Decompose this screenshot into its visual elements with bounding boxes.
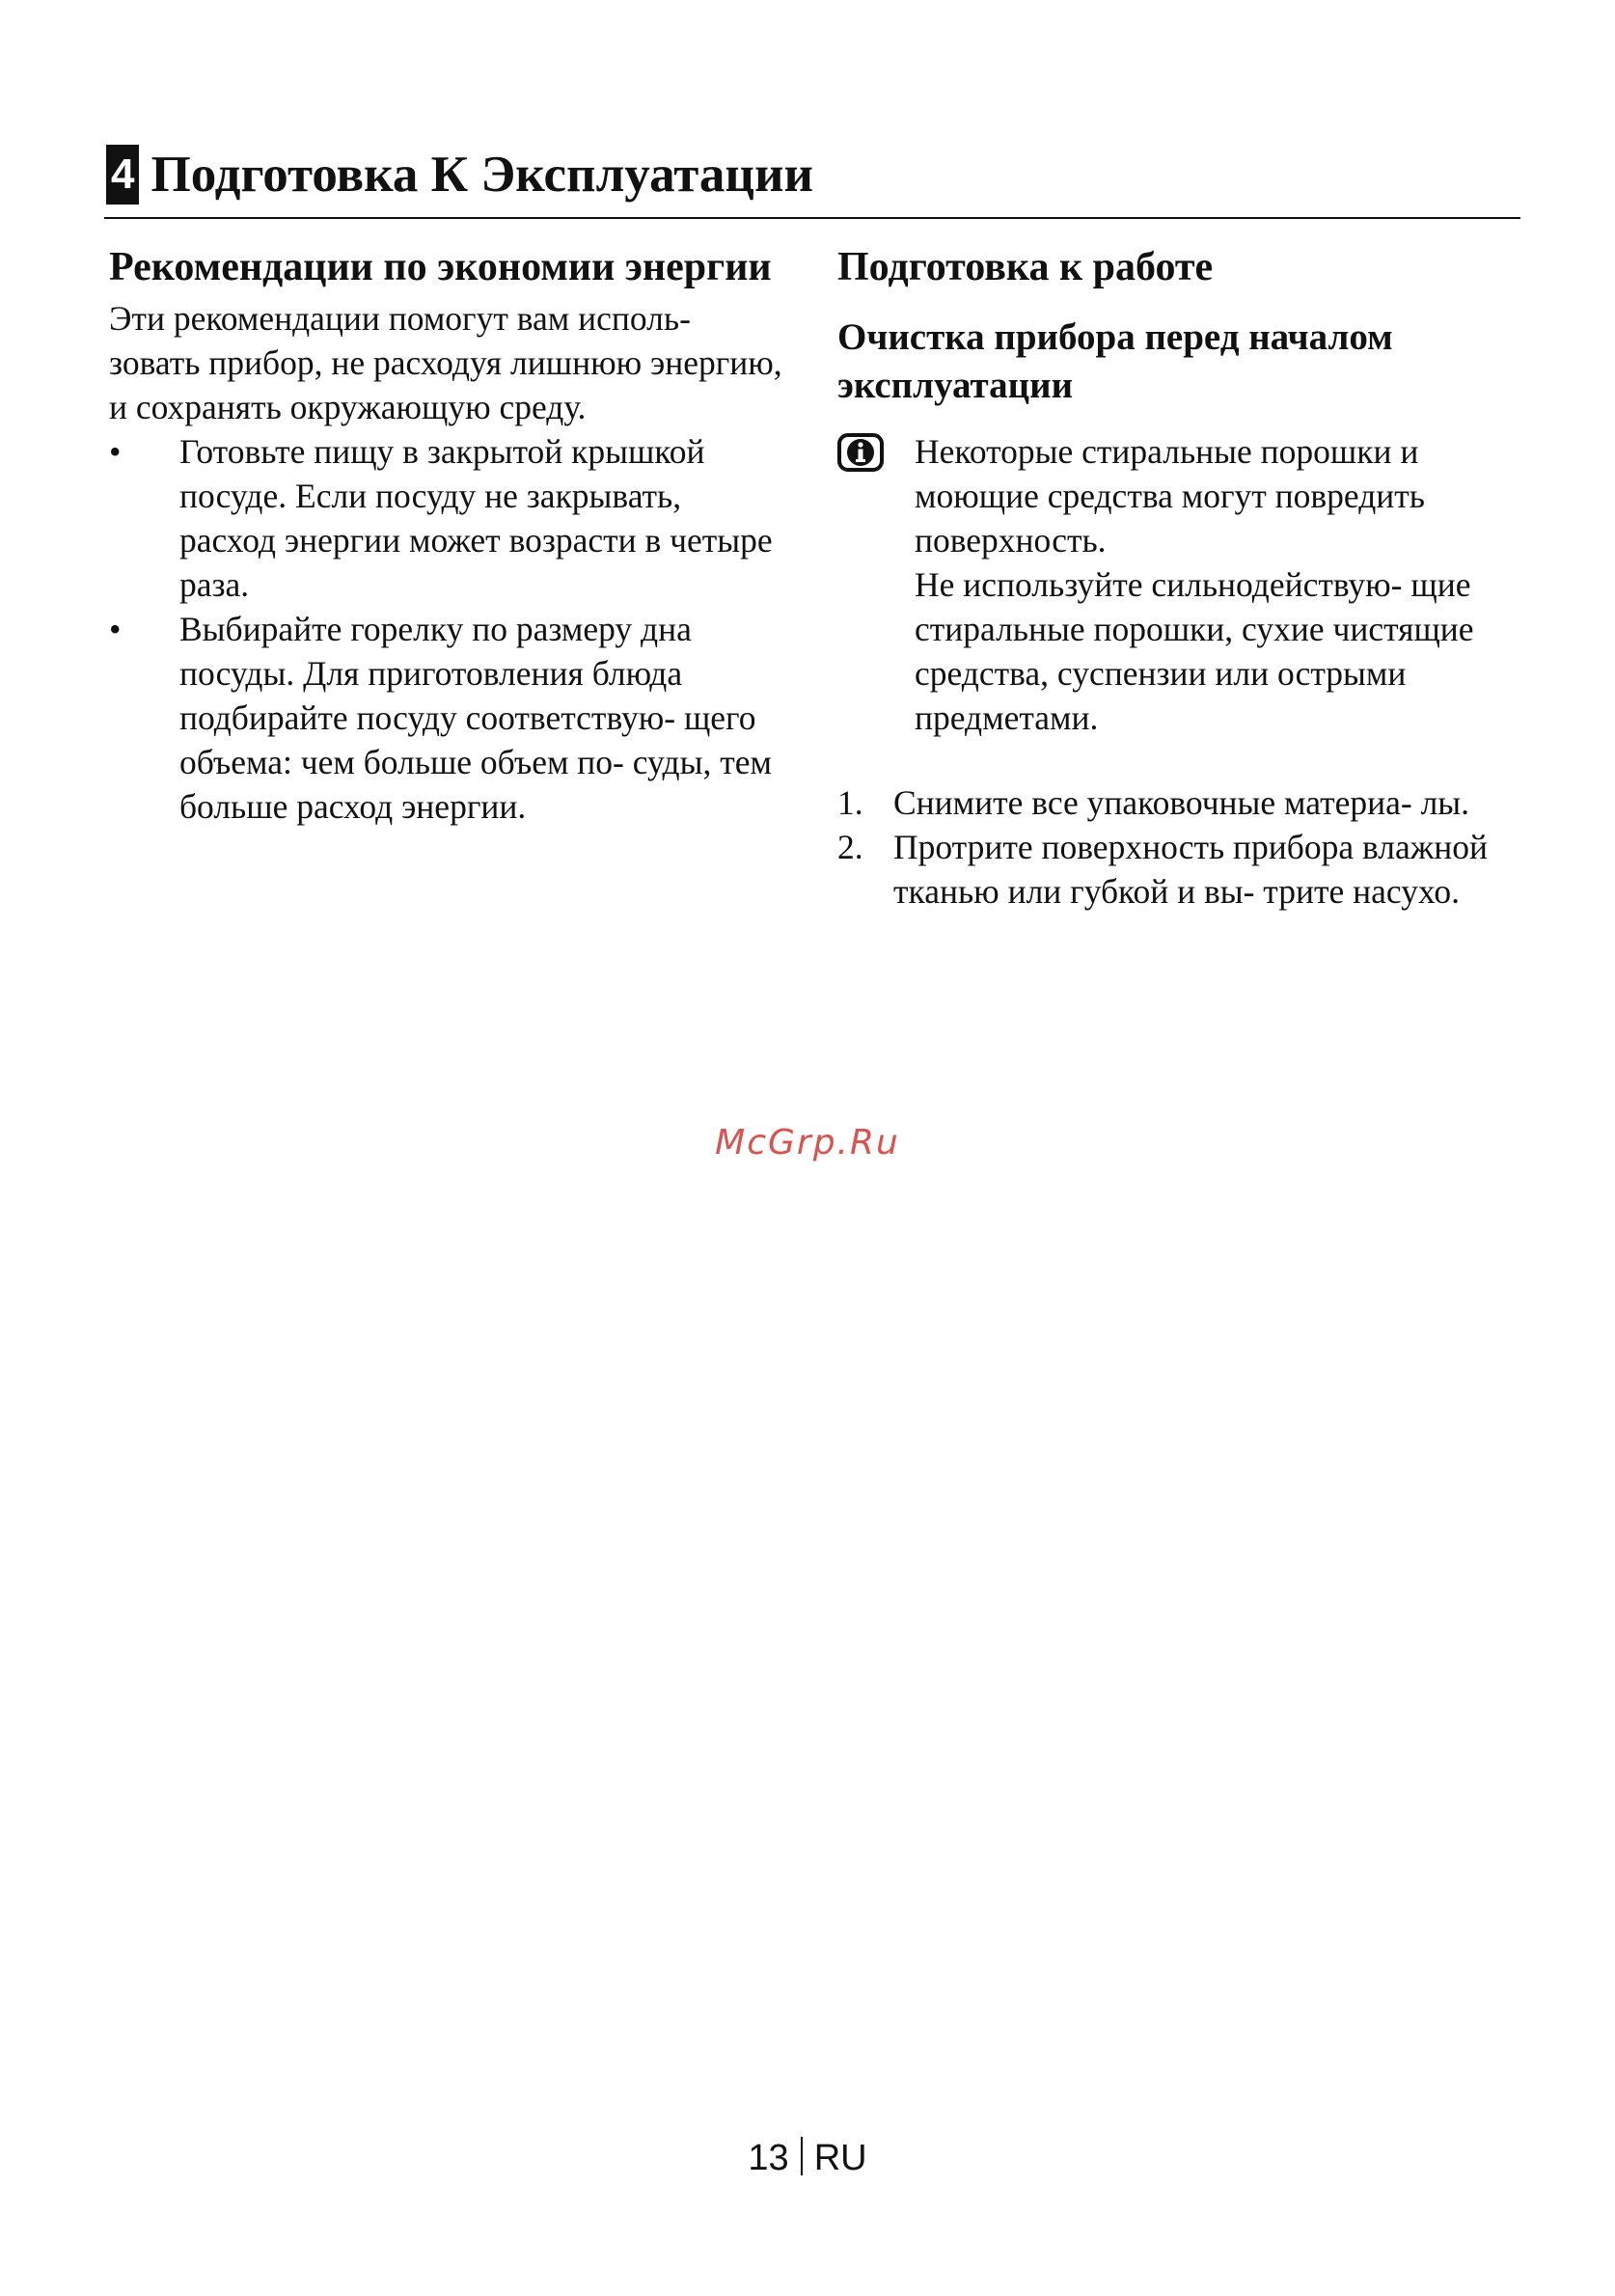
chapter-number: 4: [106, 145, 139, 205]
chapter-header: [106, 145, 1524, 205]
step-text: Снимите все упаковочные материа- лы.: [893, 783, 1470, 822]
info-note: [837, 429, 1513, 740]
list-item: [837, 825, 1513, 914]
list-item: [109, 607, 784, 829]
energy-saving-heading: Рекомендации по экономии энергии: [109, 245, 772, 289]
preparation-heading: Подготовка к работе: [837, 245, 1214, 289]
note-text-1: Некоторые стиральные порошки и моющие средства могут повредить поверхность.: [915, 432, 1425, 560]
chapter-title: Подготовка К Эксплуатации: [151, 147, 814, 203]
cleaning-steps-list: [837, 780, 1513, 914]
left-column: [109, 241, 784, 829]
list-item: [837, 780, 1513, 825]
list-item-text: Готовьте пищу в закрытой крышкой посуде. Если посуду не закрывать, расход энергии может возрасти в четыре раза.: [179, 432, 773, 604]
list-item-text: Выбирайте горелку по размеру дна посуды. Для приготовления блюда подбирайте посуду соответствую- щего объема: чем больше объем по- суды, тем больше расход энергии.: [179, 610, 772, 826]
right-column: [837, 241, 1513, 914]
watermark: McGrp.Ru: [715, 1123, 900, 1162]
step-text: Протрите поверхность прибора влажной тканью или губкой и вы- трите насухо.: [893, 828, 1489, 911]
page-footer: [0, 2136, 1615, 2180]
chapter-divider: [104, 217, 1520, 219]
cleaning-subheading: Очистка прибора перед началом эксплуатации: [837, 316, 1393, 406]
list-item: [109, 429, 784, 607]
note-text-2: Не используйте сильнодействую- щие стиральные порошки, сухие чистящие средства, суспензии или острыми предметами.: [915, 565, 1474, 737]
energy-saving-intro: Эти рекомендации помогут вам исполь- зовать прибор, не расходуя лишнюю энергию, и сохранять окружающую среду.: [109, 299, 782, 426]
page-number: 13: [748, 2138, 789, 2178]
energy-tips-list: [109, 429, 784, 829]
bullet-mark: •: [109, 432, 122, 471]
step-number: 2.: [837, 828, 863, 866]
footer-divider: [801, 2137, 803, 2175]
info-icon: [837, 433, 884, 472]
language-code: RU: [813, 2138, 867, 2178]
bullet-mark: •: [109, 610, 122, 648]
step-number: 1.: [837, 783, 863, 822]
